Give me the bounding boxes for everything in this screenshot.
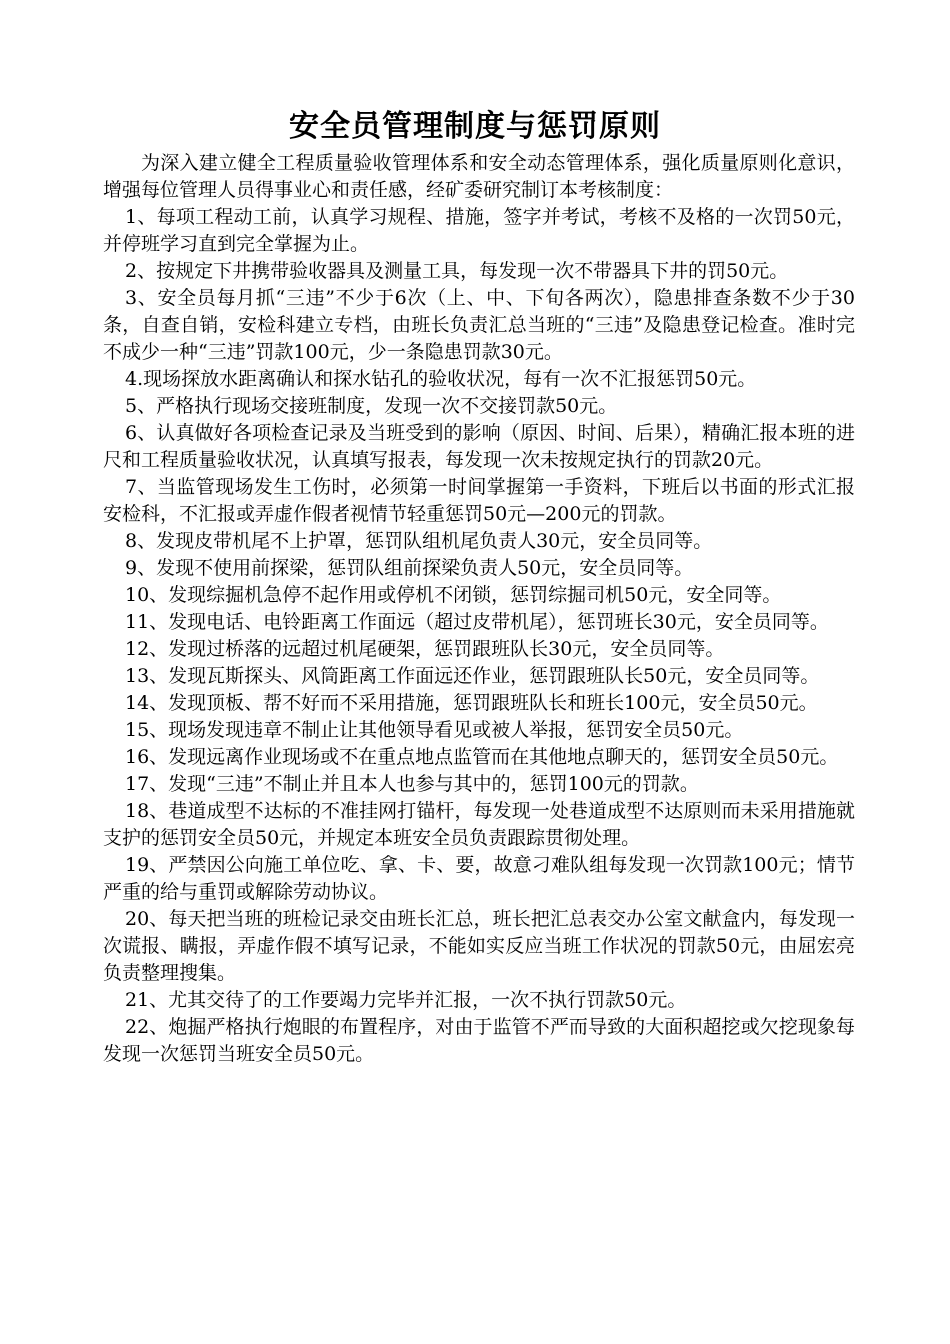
rule-item-7: 7、当监管现场发生工伤时，必须第一时间掌握第一手资料，下班后以书面的形式汇报安检科，不汇报或弄虚作假者视情节轻重惩罚50元—200元的罚款。 [103, 476, 855, 525]
rule-item-5: 5、严格执行现场交接班制度，发现一次不交接罚款50元。 [125, 395, 618, 417]
rule-item-9: 9、发现不使用前探梁，惩罚队组前探梁负责人50元，安全员同等。 [125, 557, 694, 579]
rule-item-21: 21、尤其交待了的工作要竭力完毕并汇报，一次不执行罚款50元。 [125, 989, 687, 1011]
rule-item-20: 20、每天把当班的班检记录交由班长汇总，班长把汇总表交办公室文献盒内，每发现一次谎报、瞒报，弄虚作假不填写记录，不能如实反应当班工作状况的罚款50元，由屈宏亮负责整理搜集。 [103, 908, 855, 984]
rule-item-3: 3、安全员每月抓“三违”不少于6次（上、中、下旬各两次），隐患排查条数不少于30条，自查自销，安检科建立专档，由班长负责汇总当班的“三违”及隐患登记检查。准时完不成少一种“三违”罚款100元，少一条隐患罚款30元。 [103, 287, 855, 363]
rule-item-19: 19、严禁因公向施工单位吃、拿、卡、要，故意刁难队组每发现一次罚款100元；情节严重的给与重罚或解除劳动协议。 [103, 854, 855, 903]
rule-item-22: 22、炮掘严格执行炮眼的布置程序，对由于监管不严而导致的大面积超挖或欠挖现象每发现一次惩罚当班安全员50元。 [103, 1016, 855, 1065]
rule-item-10: 10、发现综掘机急停不起作用或停机不闭锁，惩罚综掘司机50元，安全同等。 [125, 584, 782, 606]
rule-item-2: 2、按规定下井携带验收器具及测量工具，每发现一次不带器具下井的罚50元。 [125, 260, 789, 282]
rule-item-12: 12、发现过桥落的远超过机尾硬架，惩罚跟班队长30元，安全员同等。 [125, 638, 725, 660]
rule-item-17: 17、发现“三违”不制止并且本人也参与其中的，惩罚100元的罚款。 [125, 773, 699, 795]
rule-item-14: 14、发现顶板、帮不好而不采用措施，惩罚跟班队长和班长100元，安全员50元。 [125, 692, 818, 714]
rule-item-1: 1、每项工程动工前，认真学习规程、措施，签字并考试，考核不及格的一次罚50元，并停班学习直到完全掌握为止。 [103, 206, 855, 255]
document-title: 安全员管理制度与惩罚原则 [289, 109, 661, 144]
document-body [103, 150, 855, 1068]
rule-item-6: 6、认真做好各项检查记录及当班受到的影响（原因、时间、后果），精确汇报本班的进尺和工程质量验收状况，认真填写报表，每发现一次未按规定执行的罚款20元。 [103, 422, 855, 471]
rule-item-8: 8、发现皮带机尾不上护罩，惩罚队组机尾负责人30元，安全员同等。 [125, 530, 713, 552]
rule-item-11: 11、发现电话、电铃距离工作面远（超过皮带机尾），惩罚班长30元，安全员同等。 [125, 611, 829, 633]
intro-paragraph: 为深入建立健全工程质量验收管理体系和安全动态管理体系，强化质量原则化意识，增强每位管理人员得事业心和责任感，经矿委研究制订本考核制度： [103, 152, 855, 201]
rule-item-4: 4.现场探放水距离确认和探水钻孔的验收状况，每有一次不汇报惩罚50元。 [125, 368, 757, 390]
rule-item-18: 18、巷道成型不达标的不准挂网打锚杆，每发现一处巷道成型不达原则而未采用措施就支护的惩罚安全员50元，并规定本班安全员负责跟踪贯彻处理。 [103, 800, 855, 849]
rule-item-15: 15、现场发现违章不制止让其他领导看见或被人举报，惩罚安全员50元。 [125, 719, 744, 741]
rule-item-13: 13、发现瓦斯探头、风筒距离工作面远还作业，惩罚跟班队长50元，安全员同等。 [125, 665, 820, 687]
rule-item-16: 16、发现远离作业现场或不在重点地点监管而在其他地点聊天的，惩罚安全员50元。 [125, 746, 839, 768]
